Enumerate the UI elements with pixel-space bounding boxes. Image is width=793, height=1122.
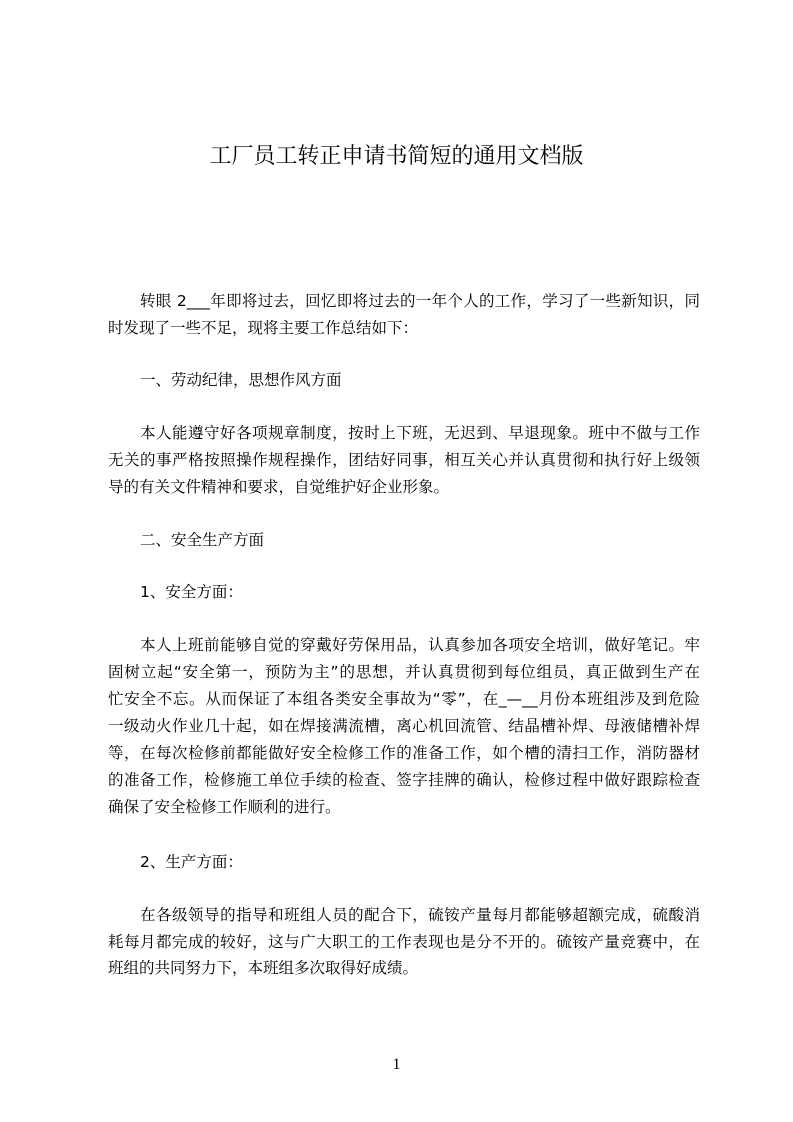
paragraph-line: 固树立起“安全第一，预防为主”的思想，并认真贯彻到每位组员，真正做到生产在 xyxy=(108,663,700,681)
paragraph-line: 在各级领导的指导和班组人员的配合下，硫铵产量每月都能够超额完成，硫酸消 xyxy=(140,906,700,924)
subsection-heading: 2、生产方面： xyxy=(140,853,243,871)
paragraph-line: 本人能遵守好各项规章制度，按时上下班，无迟到、早退现象。班中不做与工作 xyxy=(140,424,700,442)
paragraph-line: 导的有关文件精神和要求，自觉维护好企业形象。 xyxy=(108,478,450,496)
document-title: 工厂员工转正申请书简短的通用文档版 xyxy=(209,144,584,169)
paragraph-line: 耗每月都完成的较好，这与广大职工的工作表现也是分不开的。硫铵产量竞赛中，在 xyxy=(108,933,700,951)
paragraph-line: 的准备工作，检修施工单位手续的检查、签字挂牌的确认，检修过程中做好跟踪检查 xyxy=(108,771,700,789)
paragraph-line: 转眼 2___年即将过去，回忆即将过去的一年个人的工作，学习了一些新知识，同 xyxy=(140,292,700,310)
page-number: 1 xyxy=(392,1056,401,1073)
paragraph-line: 本人上班前能够自觉的穿戴好劳保用品，认真参加各项安全培训，做好笔记。牢 xyxy=(140,636,700,654)
section-heading: 一、劳动纪律，思想作风方面 xyxy=(140,371,342,389)
subsection-heading: 1、安全方面： xyxy=(140,583,243,601)
paragraph-line: 无关的事严格按照操作规程操作，团结好同事，相互关心并认真贯彻和执行好上级领 xyxy=(108,451,700,469)
paragraph-line: 时发现了一些不足，现将主要工作总结如下： xyxy=(108,319,419,337)
paragraph-line: 班组的共同努力下，本班组多次取得好成绩。 xyxy=(108,959,419,977)
paragraph-line: 一级动火作业几十起，如在焊接满流槽，离心机回流管、结晶槽补焊、母液储槽补焊 xyxy=(108,717,700,735)
paragraph-line: 等，在每次检修前都能做好安全检修工作的准备工作，如个槽的清扫工作，消防器材 xyxy=(108,744,700,762)
section-heading: 二、安全生产方面 xyxy=(140,531,265,549)
paragraph-line: 确保了安全检修工作顺利的进行。 xyxy=(108,798,341,816)
paragraph-line: 忙安全不忘。从而保证了本组各类安全事故为“零”，在_—__月份本班组涉及到危险 xyxy=(108,690,700,708)
